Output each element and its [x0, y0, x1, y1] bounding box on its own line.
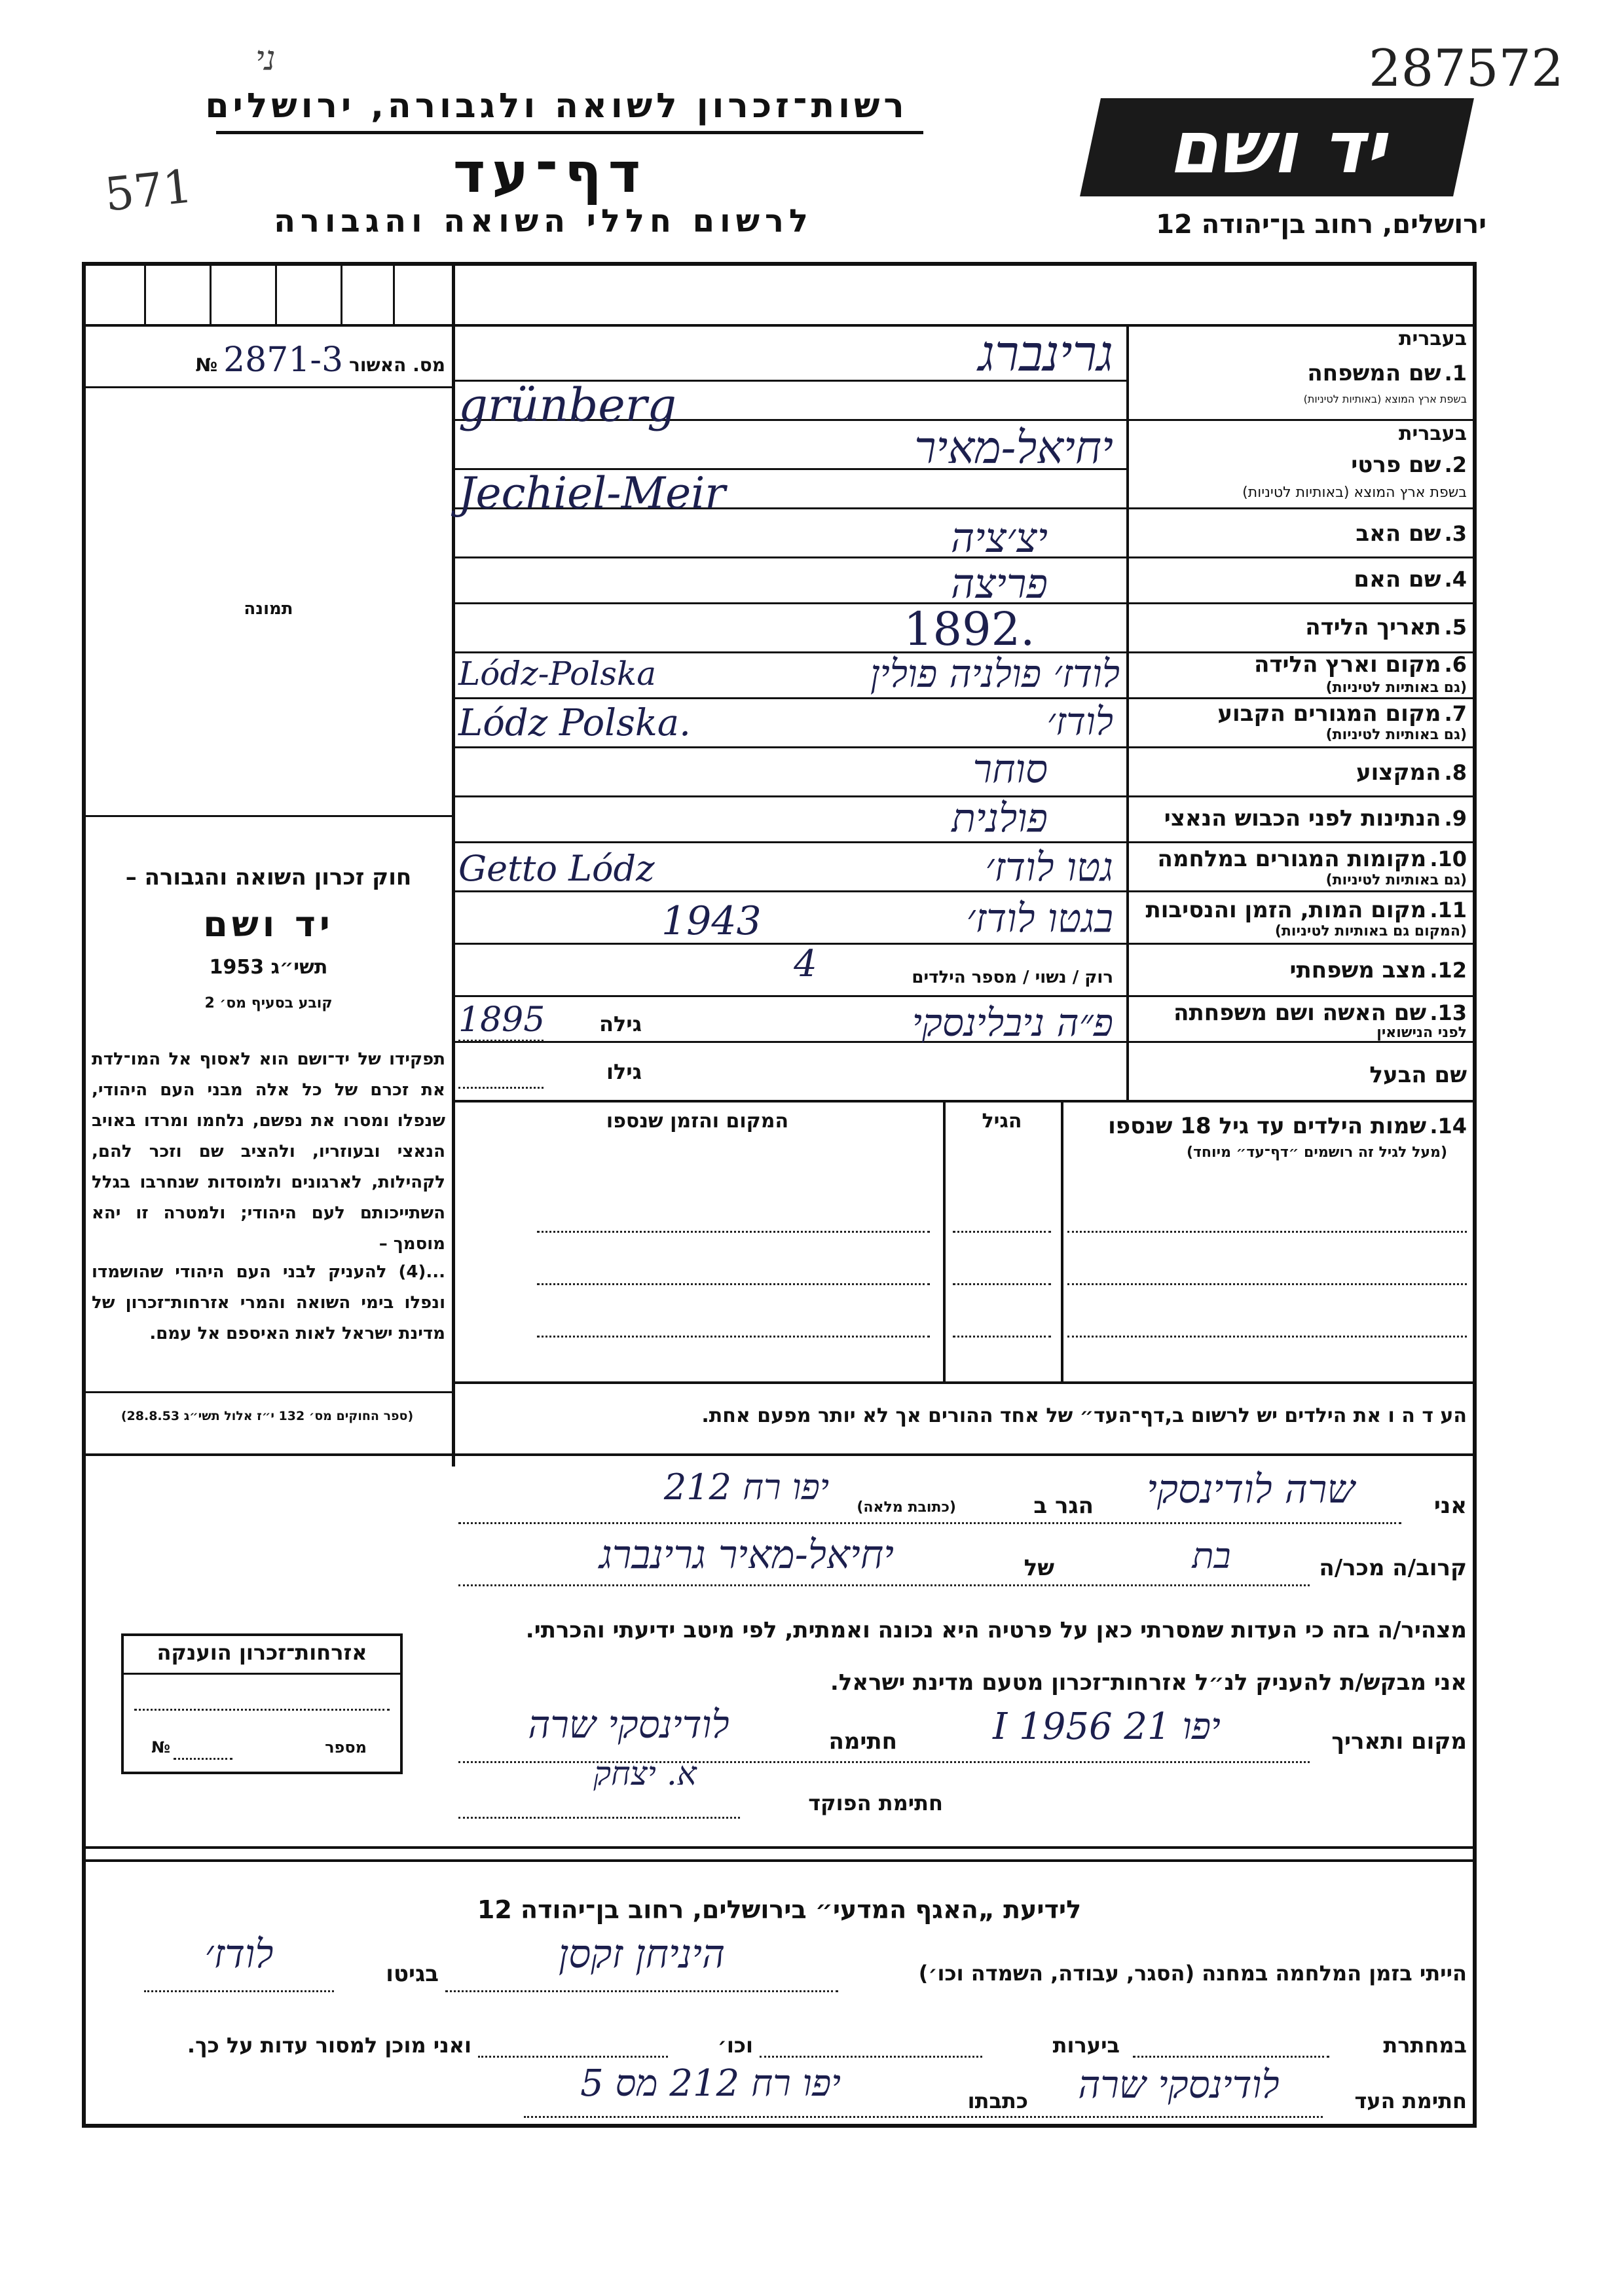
ready-text: ואני מוכן למסור עדות על כך. — [187, 2033, 471, 2058]
field-12-label: 12. מצב משפחתי — [1289, 957, 1467, 983]
camp-value: היניחן זקסן — [558, 1931, 726, 1977]
intel-title: לידיעת „האגף המדעי״ בירושלים, רחוב בן־יהודה 12 — [477, 1895, 1082, 1924]
field-1-pre: בעברית — [1399, 327, 1467, 350]
field-8-label: 8. המקצוע — [1356, 759, 1467, 786]
field-13-label: 13. שם האשה ושם משפחתה — [1173, 1000, 1467, 1026]
witness-label: חתימת העד — [1354, 2088, 1467, 2113]
field-1-sub: בשפת ארץ המוצא (באותיות לטיניות) — [1303, 393, 1467, 405]
signature-value: לודינסקי שרה — [528, 1702, 729, 1747]
authority-title: רשות־זכרון לשואה ולגבורה, ירושלים — [205, 86, 908, 126]
officer-signature: א. יצחק — [593, 1755, 697, 1793]
field-6-lat-value: Lódz-Polska — [458, 655, 657, 693]
field-8-value: סוחר — [972, 746, 1048, 792]
decl-of: של — [1024, 1555, 1054, 1581]
husband-label: שם הבעל — [1369, 1062, 1467, 1088]
husband-age-label: גילו — [606, 1059, 642, 1084]
field-2-sub: בשפת ארץ המוצא (באותיות לטיניות) — [1242, 484, 1467, 501]
field-13-age-value: 1895 — [458, 1000, 545, 1040]
field-12-options: רוק / נשוי / מספר הילדים — [912, 968, 1113, 987]
form-title: דף־עד — [452, 141, 648, 205]
place-date-label: מקום ותאריך — [1331, 1728, 1467, 1755]
field-2-label: 2. שם פרטי — [1351, 452, 1467, 478]
note: הע ד ה ו את הילדים יש לרשום ב,דף־העד״ של אחד ההורים אך לא יותר מפעם אחת. — [701, 1404, 1467, 1427]
etc-label: וכו׳ — [717, 2033, 753, 2058]
form-subtitle: לרשום חללי השואה והגבורה — [274, 203, 813, 240]
decl-ani: אני — [1433, 1493, 1467, 1519]
field-3-value: יצ׳ציה — [950, 514, 1048, 562]
field-10-value: גטו לודז׳ — [985, 845, 1113, 890]
field-6-value: לודז׳ פולניה פולין — [870, 651, 1120, 696]
field-7-label: 7. מקום המגורים הקבוע — [1217, 701, 1467, 727]
field-5-label: 5. תאריך הלידה — [1305, 614, 1467, 640]
field-1-label: 1. שם המשפחה — [1307, 360, 1467, 386]
field-13-age-label: גילה — [599, 1011, 642, 1036]
photo-label: תמונה — [244, 599, 293, 619]
field-1-heb-value: גרינברג — [978, 324, 1113, 382]
field-4-label: 4. שם האם — [1354, 566, 1467, 592]
citizenship-number-label: מספר — [325, 1738, 367, 1757]
law-reference: (ספר החוקים מס׳ 132 י״ז אלול תשי״ג 28.8.53) — [120, 1409, 414, 1423]
field-7-lat-value: Lódz Polska. — [458, 702, 691, 744]
reg-suffix: № — [195, 354, 218, 376]
certify-text: מצהיר/ה בזה כי העדות שמסרתי כאן על פרטיה היא נכונה ואמתית, לפי מיטב ידיעתי והכרתי. — [525, 1617, 1467, 1643]
reg-value: 2871-3 — [223, 340, 344, 380]
camp-label: הייתי בזמן המלחמה במחנה (הסגר, עבודה, השמדה וכו׳) — [918, 1961, 1467, 1986]
officer-label: חתימת הפוקד — [808, 1791, 943, 1815]
field-2-heb-value: יחיאל-מאיר — [914, 422, 1113, 474]
field-11-label: 11. מקום המות, הזמן והנסיבות — [1145, 897, 1467, 923]
decl-resides: הגר ב — [1033, 1493, 1094, 1519]
children-names-header: 14. שמות הילדים עד גיל 18 שנספו — [1108, 1113, 1467, 1139]
decl-address: יפו רח 212 — [663, 1467, 830, 1508]
reg-number-row — [92, 340, 445, 380]
place-date-value: יפו 21 I 1956 — [993, 1705, 1221, 1748]
law-title: חוק זכרון השואה והגבורה – — [125, 864, 412, 890]
field-10-label: 10. מקומות המגורים במלחמה — [1157, 846, 1467, 872]
field-3-label: 3. שם האב — [1356, 520, 1467, 547]
field-12-children: 4 — [794, 943, 817, 985]
ghetto-value: לודז׳ — [204, 1931, 274, 1977]
request-text: אני מבקש/ת להעניק לנ״ל אזרחות־זכרון מטעם מדינת ישראל. — [830, 1669, 1467, 1696]
children-age-header: הגיל — [982, 1110, 1022, 1133]
citizenship-number-prefix: № — [151, 1738, 170, 1757]
field-6-sub: (גם באותיות לטיניות) — [1325, 680, 1467, 696]
field-7-value: לודז׳ — [1046, 699, 1113, 744]
field-5-value: 1892. — [904, 602, 1035, 656]
field-11-sub: (המקום גם באותיות לטיניות) — [1274, 923, 1467, 939]
field-9-value: פולנית — [951, 795, 1048, 841]
children-names-sub: (מעל לגיל זה רושמים ״דף־עד״ מיוחד) — [1186, 1144, 1447, 1161]
citizenship-title: אזרחות־זכרון הוענקה — [157, 1640, 367, 1665]
relation-label: קרוב/ה מכר/ה — [1319, 1555, 1467, 1581]
top-scribble: ני — [255, 39, 276, 79]
reg-label: מס. האשור — [349, 354, 445, 376]
field-10-lat-value: Getto Lódz — [458, 848, 655, 889]
field-2-lat-value: Jechiel-Meir — [458, 468, 726, 519]
field-10-sub: (גם באותיות לטיניות) — [1325, 872, 1467, 888]
address: ירושלים, רחוב בן־יהודה 12 — [1156, 210, 1486, 240]
field-7-sub: (גם באותיות לטיניות) — [1325, 727, 1467, 743]
witness-address-label: כתבתו — [967, 2088, 1028, 2113]
law-clause: קובע בסעיף מס׳ 2 — [204, 995, 333, 1011]
field-13-sub: לפני הנישואין — [1376, 1025, 1467, 1041]
stamp-number: 287572 — [1369, 39, 1564, 98]
law-text: תפקידו של יד־ושם הוא לאסוף אל המו־לדת את זכרם של כל אלה מבני העם היהודי, שנפלו ומסרו את נפשם, נלחמו ומרדו באויב הנאצי ובעוזריו, ולהציב שם וזכר להם, לקהילות, לארגונים ולמוסדות שנחרבו בגלל השתייכותם לעם היהודי; ולמטרה זו יהא מוסמך – — [92, 1049, 445, 1254]
field-2-pre: בעברית — [1399, 422, 1467, 445]
field-9-label: 9. הנתינות לפני הכבוש הנאצי — [1164, 805, 1467, 831]
logo: יד ושם — [1168, 105, 1386, 189]
forests-label: ביערות — [1052, 2033, 1120, 2058]
field-1-lat-value: grünberg — [458, 378, 676, 432]
signature-label: חתימה — [828, 1728, 897, 1755]
field-13-value: פ״ה ניבלינסקי — [912, 1000, 1113, 1045]
decl-name: שרה לודינסקי — [1147, 1467, 1355, 1512]
decl-address-hint: (כתובת מלאה) — [857, 1499, 956, 1516]
law-text-2: ...(4) להעניק לבני העם היהודי שהושמדו ונפלו בימי השואה והמרי אזרחות־זכרון של מדינת ישראל לאות האיספם אל עמם. — [92, 1262, 445, 1343]
field-11-year: 1943 — [661, 898, 762, 944]
of-value: יחיאל-מאיר גרינברג — [599, 1532, 894, 1578]
field-11-value: בגטו לודז׳ — [966, 896, 1113, 941]
witness-address: יפו רח 212 מס 5 — [580, 2062, 841, 2105]
hiding-label: במחתרת — [1383, 2033, 1467, 2058]
field-4-value: פריצה — [950, 560, 1048, 608]
law-year: תשי״ג 1953 — [209, 956, 328, 979]
witness-signature: לודינסקי שרה — [1078, 2062, 1280, 2107]
ghetto-label: בגיטו — [386, 1961, 439, 1987]
relation-value: בת — [1192, 1535, 1231, 1576]
children-place-header: המקום והזמן שנספו — [606, 1110, 789, 1133]
field-6-label: 6. מקום וארץ הלידה — [1254, 651, 1467, 678]
corner-scribble: 571 — [102, 159, 195, 222]
law-name: יד ושם — [203, 903, 334, 945]
